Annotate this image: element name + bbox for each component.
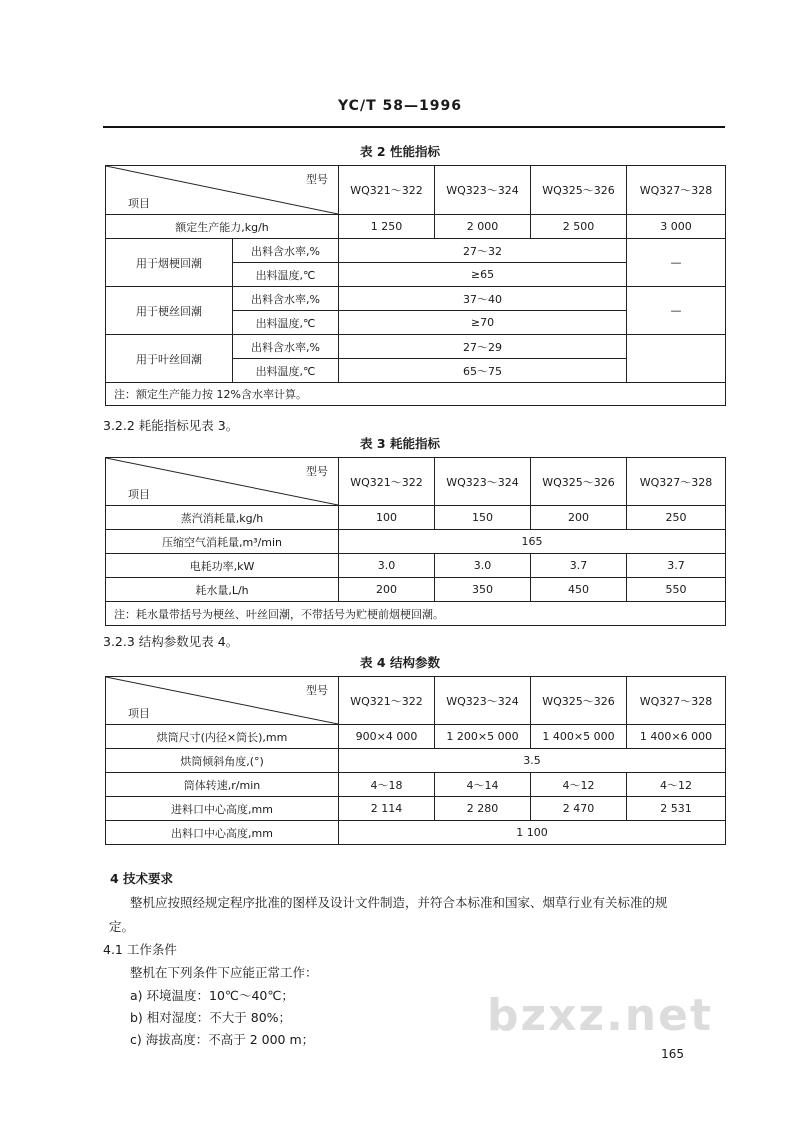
- table4-value: 900×4 000: [339, 725, 435, 749]
- table2-model-header: WQ327～328: [627, 166, 726, 215]
- table3-row-label: 耗水量,L/h: [106, 578, 339, 602]
- table2-param-label: 出料含水率,%: [233, 287, 339, 311]
- table2-param-value: 27～32: [339, 239, 627, 263]
- table2-param-label: 出料温度,℃: [233, 311, 339, 335]
- table2-capacity-value: 3 000: [627, 215, 726, 239]
- table4-value: 1 400×5 000: [531, 725, 627, 749]
- table3: [105, 457, 726, 626]
- table3-value: 200: [531, 506, 627, 530]
- table2-model-header: WQ321～322: [339, 166, 435, 215]
- page-number: 165: [661, 1047, 684, 1061]
- table2-group-name: 用于梗丝回潮: [106, 287, 233, 335]
- table4-row-label: 进料口中心高度,mm: [106, 797, 339, 821]
- clause-3-2-2: 3.2.2 耗能指标见表 3。: [103, 418, 239, 433]
- section-4-paragraph-line2: 定。: [109, 919, 135, 934]
- table4-value: 4～18: [339, 773, 435, 797]
- table3-row-label: 蒸汽消耗量,kg/h: [106, 506, 339, 530]
- table4-corner-item-label: 项目: [128, 707, 150, 720]
- table2-not-applicable: —: [627, 287, 726, 335]
- table2-note: 注：额定生产能力按 12%含水率计算。: [106, 383, 726, 406]
- table2-param-value: ≥65: [339, 263, 627, 287]
- table3-value: 3.0: [339, 554, 435, 578]
- table4-model-header: WQ327～328: [627, 677, 726, 725]
- clause-3-2-3: 3.2.3 结构参数见表 4。: [103, 634, 239, 649]
- header-rule: [103, 126, 725, 128]
- table3-model-header: WQ323～324: [435, 458, 531, 506]
- table4-corner-model-label: 型号: [306, 684, 328, 697]
- table2-caption: 表 2 性能指标: [360, 144, 440, 159]
- table4-model-header: WQ321～322: [339, 677, 435, 725]
- standard-code: YC/T 58—1996: [338, 98, 462, 114]
- table2-param-label: 出料含水率,%: [233, 335, 339, 359]
- table3-caption: 表 3 耗能指标: [360, 436, 440, 451]
- table2-param-label: 出料温度,℃: [233, 359, 339, 383]
- table2-corner-item-label: 项目: [128, 197, 150, 210]
- table2-group-name: 用于烟梗回潮: [106, 239, 233, 287]
- table3-value: 3.7: [627, 554, 726, 578]
- table3-model-header: WQ327～328: [627, 458, 726, 506]
- table2-capacity-value: 1 250: [339, 215, 435, 239]
- table4-value: 4～14: [435, 773, 531, 797]
- table2-corner-cell: [106, 166, 339, 215]
- table3-corner-cell: [106, 458, 339, 506]
- condition-item: c) 海拔高度：不高于 2 000 m；: [130, 1032, 315, 1047]
- table3-value: 150: [435, 506, 531, 530]
- table2-param-value: ≥70: [339, 311, 627, 335]
- table2-param-value: 27～29: [339, 335, 627, 359]
- table3-value: 3.7: [531, 554, 627, 578]
- table3-value: 165: [339, 530, 726, 554]
- table3-note: 注：耗水量带括号为梗丝、叶丝回潮，不带括号为贮梗前烟梗回潮。: [106, 602, 726, 626]
- table2-capacity-label: 额定生产能力,kg/h: [106, 215, 339, 239]
- table3-value: 3.0: [435, 554, 531, 578]
- table4-row-label: 烘筒尺寸(内径×筒长),mm: [106, 725, 339, 749]
- table4-value: 4～12: [627, 773, 726, 797]
- table3-model-header: WQ321～322: [339, 458, 435, 506]
- table4-value: 2 114: [339, 797, 435, 821]
- table2-capacity-value: 2 000: [435, 215, 531, 239]
- table3-model-header: WQ325～326: [531, 458, 627, 506]
- condition-item: b) 相对湿度：不大于 80%；: [130, 1010, 292, 1025]
- table2: [105, 165, 726, 406]
- table4-model-header: WQ325～326: [531, 677, 627, 725]
- table4-value: 1 100: [339, 821, 726, 845]
- table4-value: 1 200×5 000: [435, 725, 531, 749]
- table3-corner-item-label: 项目: [128, 488, 150, 501]
- table4-row-label: 出料口中心高度,mm: [106, 821, 339, 845]
- table2-param-label: 出料温度,℃: [233, 263, 339, 287]
- table4: [105, 676, 726, 845]
- table2-group-name: 用于叶丝回潮: [106, 335, 233, 383]
- table2-capacity-value: 2 500: [531, 215, 627, 239]
- table3-value: 200: [339, 578, 435, 602]
- table4-value: 4～12: [531, 773, 627, 797]
- table2-param-value: 65～75: [339, 359, 627, 383]
- table2-empty-cell: [627, 335, 726, 383]
- table4-value: 2 531: [627, 797, 726, 821]
- table3-corner-model-label: 型号: [306, 465, 328, 478]
- table2-param-label: 出料含水率,%: [233, 239, 339, 263]
- table4-corner-cell: [106, 677, 339, 725]
- table4-value: 2 470: [531, 797, 627, 821]
- table4-caption: 表 4 结构参数: [360, 655, 440, 670]
- table2-model-header: WQ323～324: [435, 166, 531, 215]
- table4-value: 1 400×6 000: [627, 725, 726, 749]
- table3-value: 350: [435, 578, 531, 602]
- watermark: bzxz.net: [487, 990, 714, 1041]
- table3-value: 450: [531, 578, 627, 602]
- table3-row-label: 压缩空气消耗量,m³/min: [106, 530, 339, 554]
- table2-param-value: 37～40: [339, 287, 627, 311]
- table2-corner-model-label: 型号: [306, 173, 328, 186]
- table3-value: 250: [627, 506, 726, 530]
- table4-row-label: 烘筒倾斜角度,(°): [106, 749, 339, 773]
- table4-value: 2 280: [435, 797, 531, 821]
- working-conditions-intro: 整机在下列条件下应能正常工作：: [130, 965, 318, 980]
- table3-value: 550: [627, 578, 726, 602]
- section-4-1-heading: 4.1 工作条件: [103, 942, 177, 957]
- condition-item: a) 环境温度：10℃～40℃；: [130, 988, 294, 1003]
- table4-value: 3.5: [339, 749, 726, 773]
- table2-model-header: WQ325～326: [531, 166, 627, 215]
- section-4-heading: 4 技术要求: [110, 871, 174, 886]
- section-4-paragraph-line1: 整机应按照经规定程序批准的图样及设计文件制造，并符合本标准和国家、烟草行业有关标准的规: [130, 895, 668, 910]
- table4-model-header: WQ323～324: [435, 677, 531, 725]
- table3-value: 100: [339, 506, 435, 530]
- table3-row-label: 电耗功率,kW: [106, 554, 339, 578]
- table4-row-label: 筒体转速,r/min: [106, 773, 339, 797]
- table2-not-applicable: —: [627, 239, 726, 287]
